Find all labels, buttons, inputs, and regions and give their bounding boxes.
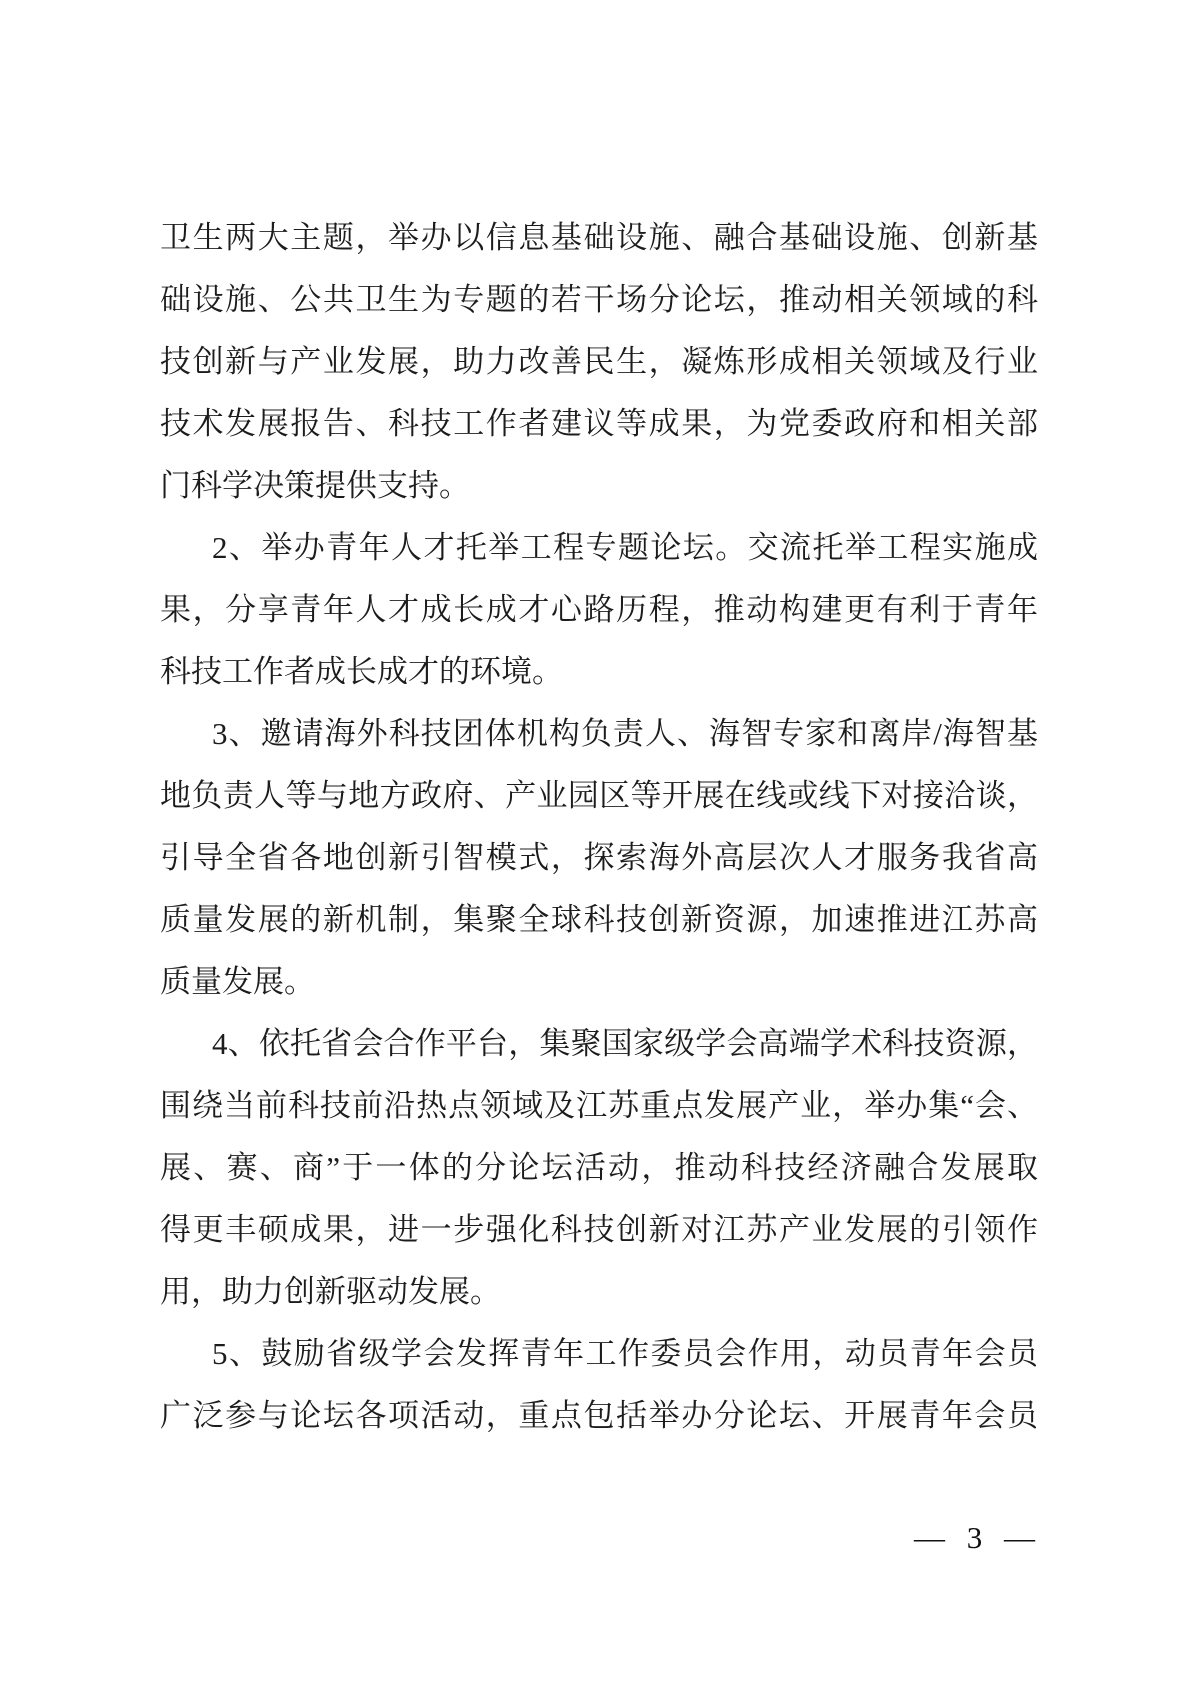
text-line: 科技工作者成长成才的环境。 <box>160 654 563 689</box>
text-line: 展、赛、商”于一体的分论坛活动，推动科技经济融合发展取 <box>160 1150 1038 1185</box>
text-line: 地负责人等与地方政府、产业园区等开展在线或线下对接洽谈， <box>160 778 1038 813</box>
text-line-paragraph-start: 5、鼓励省级学会发挥青年工作委员会作用，动员青年会员 <box>212 1336 1038 1371</box>
document-body <box>160 207 1038 1447</box>
text-line: 技创新与产业发展，助力改善民生，凝炼形成相关领域及行业 <box>160 344 1038 379</box>
text-line: 质量发展的新机制，集聚全球科技创新资源，加速推进江苏高 <box>160 902 1038 937</box>
text-line-paragraph-start: 2、举办青年人才托举工程专题论坛。交流托举工程实施成 <box>212 530 1038 565</box>
text-line-paragraph-start: 4、依托省会合作平台，集聚国家级学会高端学术科技资源， <box>212 1026 1038 1061</box>
text-line: 得更丰硕成果，进一步强化科技创新对江苏产业发展的引领作 <box>160 1212 1038 1247</box>
text-line: 础设施、公共卫生为专题的若干场分论坛，推动相关领域的科 <box>160 282 1038 317</box>
text-line: 技术发展报告、科技工作者建议等成果，为党委政府和相关部 <box>160 406 1038 441</box>
text-line: 围绕当前科技前沿热点领域及江苏重点发展产业，举办集“会、 <box>160 1088 1038 1123</box>
text-line: 卫生两大主题，举办以信息基础设施、融合基础设施、创新基 <box>160 220 1038 255</box>
text-line-paragraph-start: 3、邀请海外科技团体机构负责人、海智专家和离岸/海智基 <box>212 716 1038 751</box>
text-line: 门科学决策提供支持。 <box>160 468 470 503</box>
page-number: — 3 — <box>914 1520 1037 1555</box>
text-line: 用，助力创新驱动发展。 <box>160 1274 501 1309</box>
text-line: 广泛参与论坛各项活动，重点包括举办分论坛、开展青年会员 <box>160 1398 1038 1433</box>
text-line: 果，分享青年人才成长成才心路历程，推动构建更有利于青年 <box>160 592 1038 627</box>
text-line: 引导全省各地创新引智模式，探索海外高层次人才服务我省高 <box>160 840 1038 875</box>
text-line: 质量发展。 <box>160 964 315 999</box>
